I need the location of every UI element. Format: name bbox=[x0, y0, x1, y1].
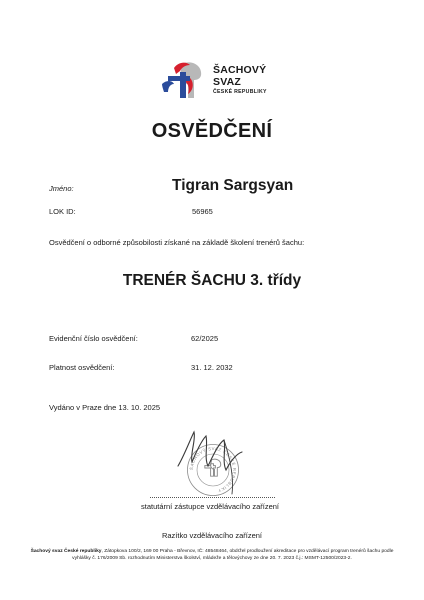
stamp-ring-text: ŠACHOVÝ SVAZ ČESKÉ REPUBLIKY bbox=[188, 445, 238, 494]
evidence-number-value: 62/2025 bbox=[191, 334, 219, 343]
certificate-title: OSVĚDČENÍ bbox=[151, 120, 273, 142]
issue-date: Vydáno v Praze dne 13. 10. 2025 bbox=[49, 403, 161, 412]
holder-name: Tigran Sargsyan bbox=[172, 177, 294, 194]
stamp-caption: Razítko vzdělávacího zařízení bbox=[161, 531, 263, 540]
name-label: Jméno: bbox=[49, 184, 74, 193]
org-name-line3: ČESKÉ REPUBLIKY bbox=[213, 88, 267, 95]
validity-value: 31. 12. 2032 bbox=[191, 363, 233, 372]
qualification-title: TRENÉR ŠACHU 3. třídy bbox=[122, 272, 302, 289]
lok-id-value: 56965 bbox=[192, 207, 213, 216]
signature-line bbox=[150, 497, 275, 498]
org-name-line2: SVAZ bbox=[213, 76, 242, 88]
certificate-statement: Osvědčení o odborné způsobilosti získané na základě školení trenérů šachu: bbox=[49, 238, 305, 247]
evidence-number-label: Evidenční číslo osvědčení: bbox=[49, 334, 138, 343]
chess-federation-logo-icon bbox=[160, 58, 212, 104]
footer-text: , Zátopkova 100/2, 169 00 Praha - Břevnov, IČ: 48548464, obdržel prodloužení akreditace pro vzdělávací program trenérů šachu podle vyhlášky č. 176/2009 Sb. rozhodnutím Ministerstva školství, mládeže a tělovýchovy ze dne 20. 7. 2023 č.j.: MSMT-12500/2023-2. bbox=[72, 549, 394, 562]
footer-legal-note bbox=[30, 548, 394, 562]
signature-caption: statutární zástupce vzdělávacího zařízení bbox=[141, 502, 279, 511]
lok-id-label: LOK ID: bbox=[49, 207, 76, 216]
footer-org-name: Šachový svaz České republiky bbox=[30, 549, 102, 554]
validity-label: Platnost osvědčení: bbox=[49, 363, 115, 372]
org-name-line1: ŠACHOVÝ bbox=[213, 64, 267, 76]
signature-icon bbox=[160, 418, 280, 498]
